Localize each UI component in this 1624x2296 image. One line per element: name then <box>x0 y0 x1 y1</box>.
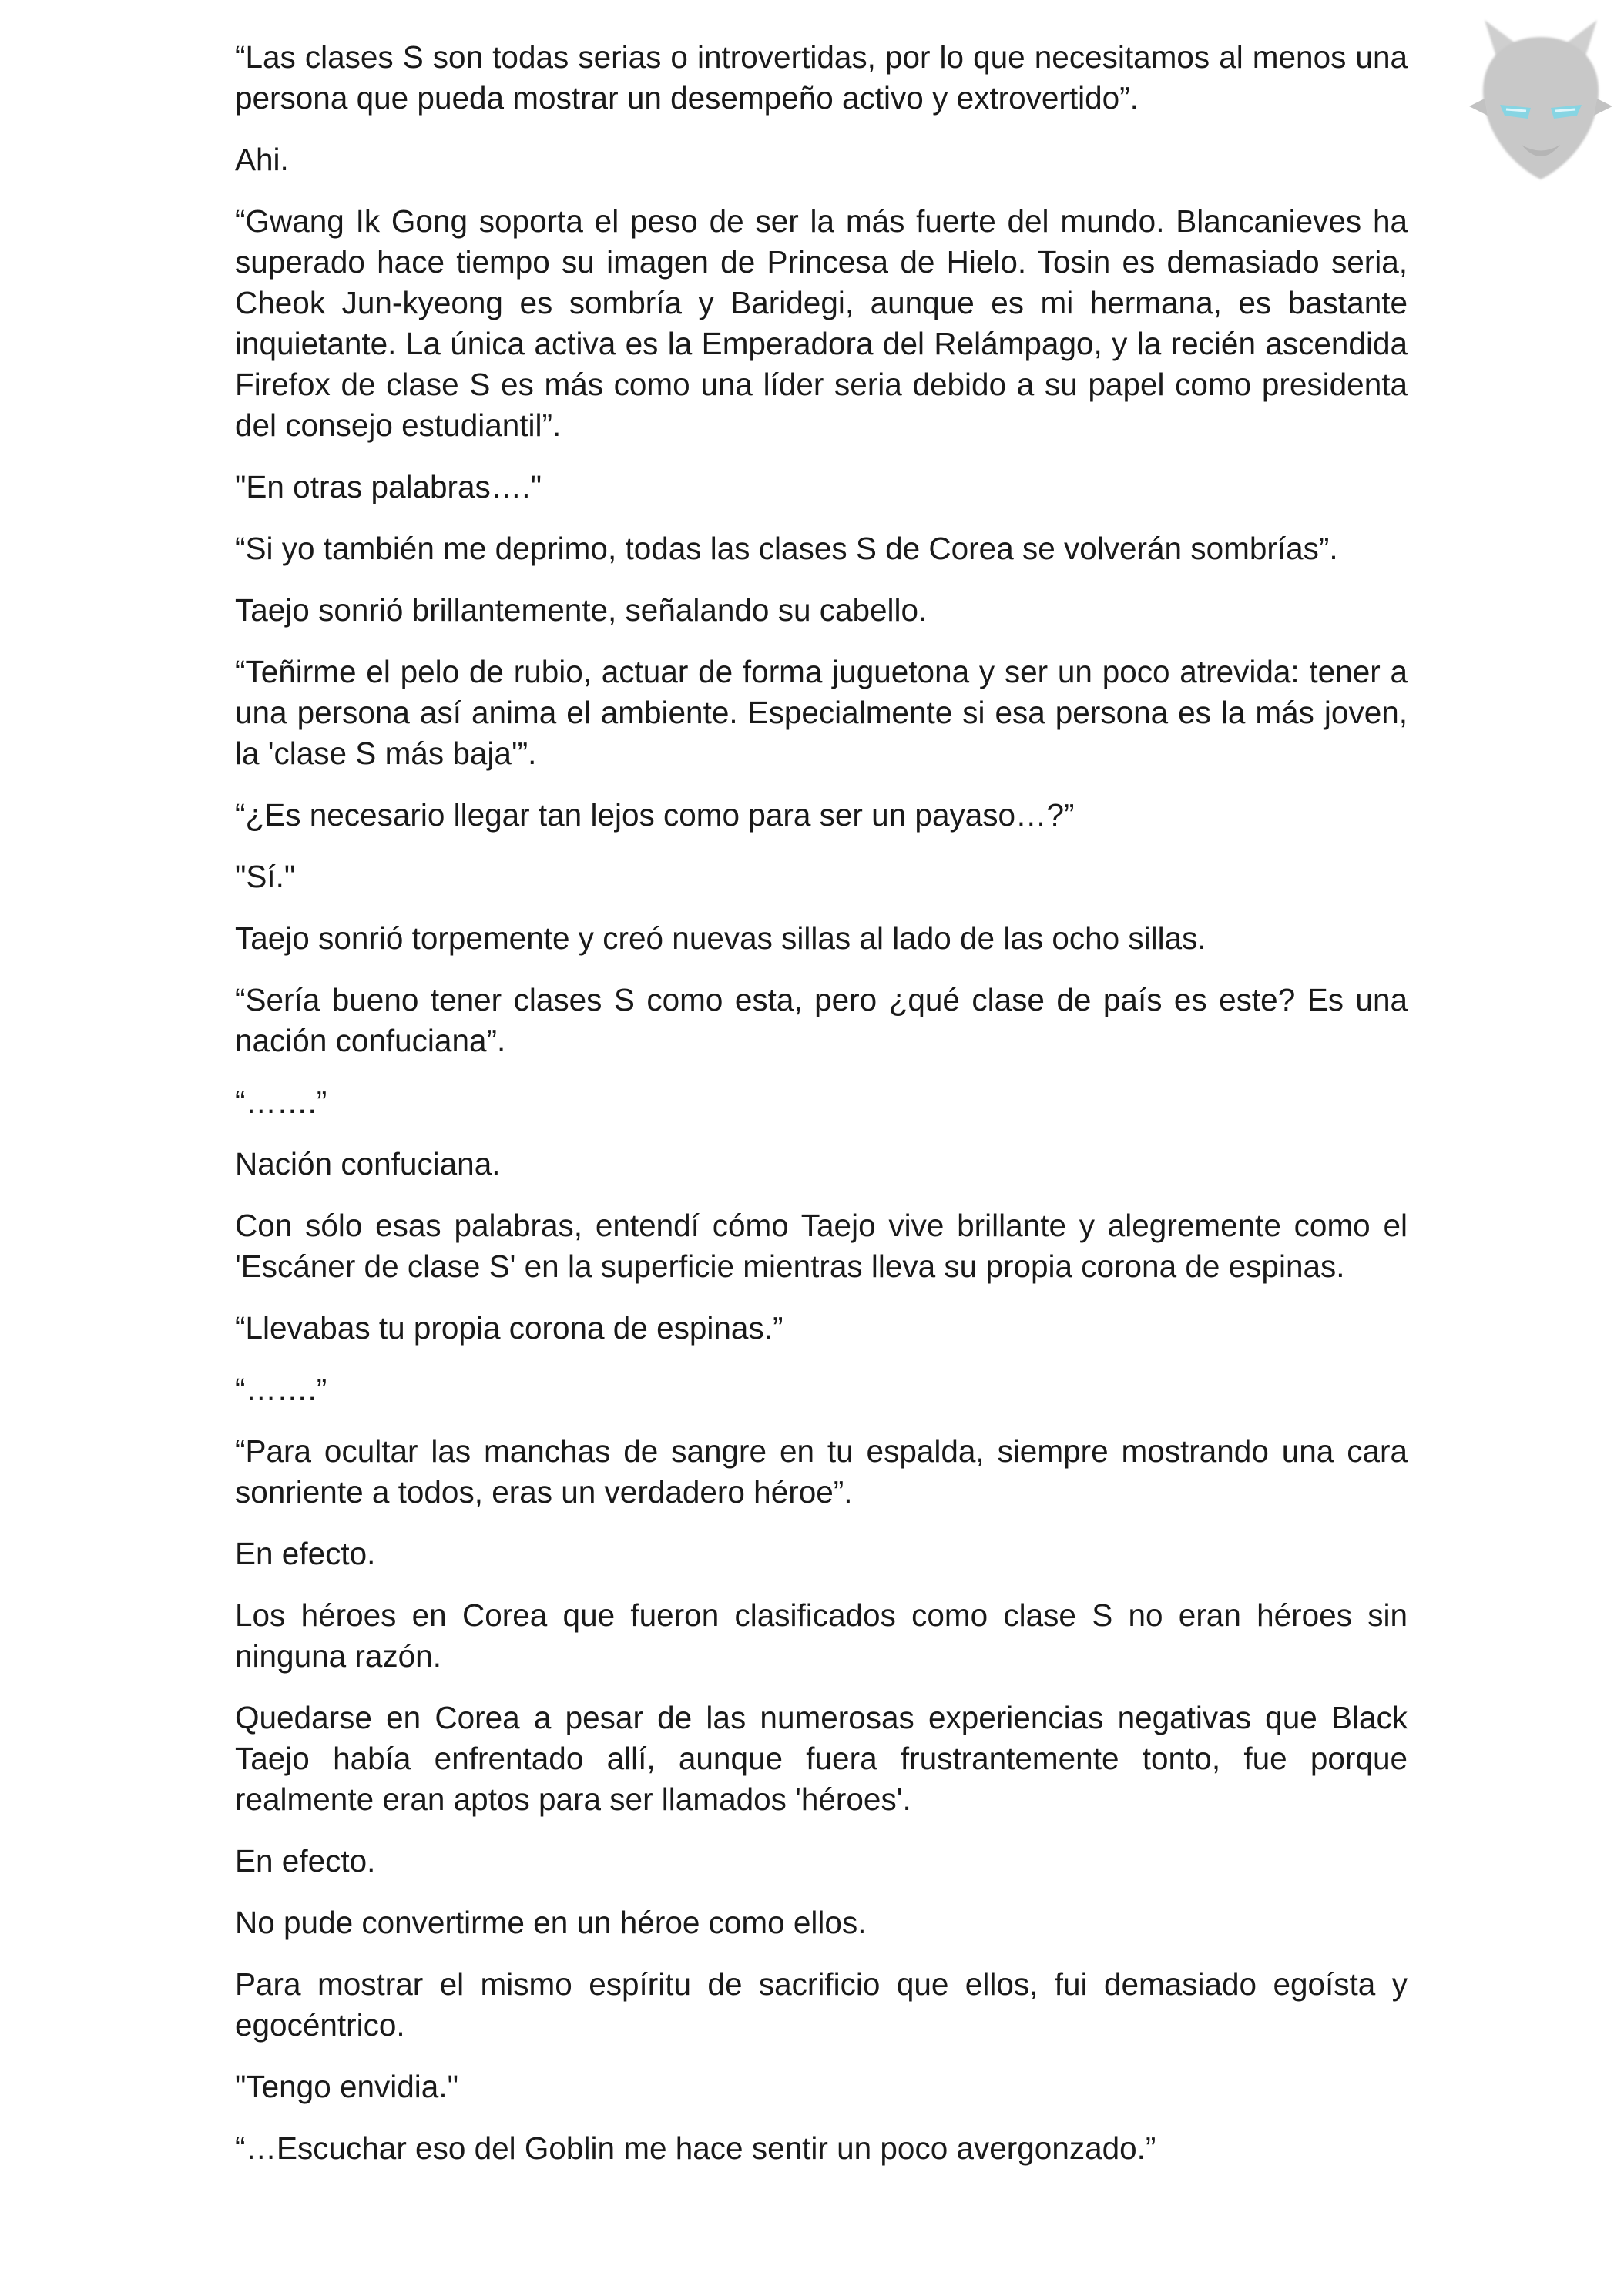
paragraph: “¿Es necesario llegar tan lejos como para ser un payaso…?” <box>235 797 1075 833</box>
paragraph: Taejo sonrió brillantemente, señalando su cabello. <box>235 592 928 628</box>
paragraph: “Para ocultar las manchas de sangre en tu espalda, siempre mostrando una cara sonriente a todos, eras un verdadero héroe”. <box>235 1433 1408 1510</box>
paragraph: “…Escuchar eso del Goblin me hace sentir un poco avergonzado.” <box>235 2130 1156 2166</box>
goblin-mask-icon <box>1468 14 1614 191</box>
paragraph: "Tengo envidia." <box>235 2069 458 2104</box>
paragraph: En efecto. <box>235 1843 376 1879</box>
paragraph: “Teñirme el pelo de rubio, actuar de forma juguetona y ser un poco atrevida: tener a una persona así anima el ambiente. Especialmente si esa persona es la más joven, la 'clase S más baja'”. <box>235 654 1408 771</box>
paragraph: “…….” <box>235 1084 327 1120</box>
paragraph: "Sí." <box>235 859 296 894</box>
paragraph: En efecto. <box>235 1536 376 1571</box>
paragraph: Taejo sonrió torpemente y creó nuevas sillas al lado de las ocho sillas. <box>235 920 1206 956</box>
paragraph: “Llevabas tu propia corona de espinas.” <box>235 1310 783 1346</box>
paragraph: Los héroes en Corea que fueron clasificados como clase S no eran héroes sin ninguna razón. <box>235 1597 1408 1674</box>
paragraph: “Sería bueno tener clases S como esta, pero ¿qué clase de país es este? Es una nación confuciana”. <box>235 982 1408 1058</box>
paragraph: Ahi. <box>235 142 289 177</box>
paragraph: “Las clases S son todas serias o introvertidas, por lo que necesitamos al menos una persona que pueda mostrar un desempeño activo y extrovertido”. <box>235 39 1408 116</box>
document-page <box>235 37 1408 2190</box>
paragraph: “Gwang Ik Gong soporta el peso de ser la más fuerte del mundo. Blancanieves ha superado hace tiempo su imagen de Princesa de Hielo. Tosin es demasiado seria, Cheok Jun-kyeong es sombría y Baridegi, aunque es mi hermana, es bastante inquietante. La única activa es la Emperadora del Relámpago, y la recién ascendida Firefox de clase S es más como una líder seria debido a su papel como presidenta del consejo estudiantil”. <box>235 203 1408 443</box>
paragraph: Para mostrar el mismo espíritu de sacrificio que ellos, fui demasiado egoísta y egocéntrico. <box>235 1966 1408 2043</box>
paragraph: "En otras palabras…." <box>235 469 542 504</box>
paragraph: “…….” <box>235 1372 327 1407</box>
paragraph: Quedarse en Corea a pesar de las numerosas experiencias negativas que Black Taejo había enfrentado allí, aunque fuera frustrantemente tonto, fue porque realmente eran aptos para ser llamados 'héroes'. <box>235 1700 1408 1817</box>
paragraph: Con sólo esas palabras, entendí cómo Taejo vive brillante y alegremente como el 'Escáner de clase S' en la superficie mientras lleva su propia corona de espinas. <box>235 1208 1408 1284</box>
paragraph: No pude convertirme en un héroe como ellos. <box>235 1905 867 1940</box>
paragraph: Nación confuciana. <box>235 1146 501 1182</box>
paragraph: “Si yo también me deprimo, todas las clases S de Corea se volverán sombrías”. <box>235 531 1338 566</box>
